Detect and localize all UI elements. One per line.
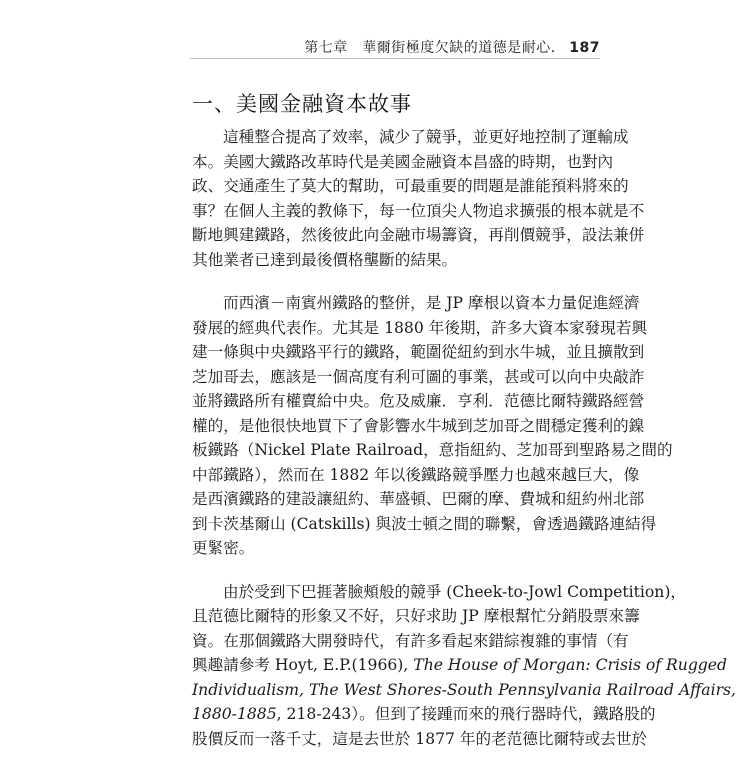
text-line: 這種整合提高了效率，減少了競爭，並更好地控制了運輸成 (223, 128, 629, 146)
text-line: 本。美國大鐵路改革時代是美國金融資本昌盛的時期，也對內 (192, 152, 614, 171)
text-line: 更緊密。 (192, 539, 255, 557)
text-line: 發展的經典代表作。尤其是 1880 年後期，許多大資本家發現若興 (192, 318, 648, 337)
page-number: 187 (569, 40, 600, 56)
text-line: Individualism, The West Shores-South Pennsylvania Railroad Affairs, (192, 680, 737, 699)
text-line: 其他業者已達到最後價格壟斷的結果。 (192, 250, 458, 269)
text-line: 資。在那個鐵路大開發時代，有許多看起來錯綜複雜的事情（有 (192, 631, 629, 650)
text-line: 是西濱鐵路的建設讓紐約、華盛頓、巴爾的摩、費城和紐約州北部 (192, 490, 645, 508)
paragraph-1 (192, 125, 645, 272)
text-line: 由於受到下巴捱著臉頰般的競爭 (Cheek-to-Jowl Competition)， (223, 582, 687, 601)
text-line: 斷地興建鐵路，然後彼此向金融市場籌資，再削價競爭，設法兼併 (192, 226, 645, 244)
book-title: The House of Morgan: Crisis of Rugged (413, 656, 727, 674)
body-text (192, 125, 737, 770)
citation-years: 1880-1885 (192, 705, 277, 723)
text-line: 事？在個人主義的教條下，每一位頂尖人物追求擴張的根本就是不 (192, 201, 645, 220)
text-line: 並將鐵路所有權賣給中央。危及威廉．亨利．范德比爾特鐵路經營 (192, 392, 645, 410)
text-line: 權的，是他很快地買下了會影響水牛城到芝加哥之間穩定獲利的鎳 (192, 416, 645, 435)
text-line: 政、交通產生了莫大的幫助，可最重要的問題是誰能預料將來的 (192, 177, 629, 195)
section-title: 一、美國金融資本故事 (192, 92, 412, 116)
text-line: 到卡茨基爾山 (Catskills) 與波士頓之間的聯繫，會透過鐵路連結得 (192, 514, 657, 533)
header-rule (190, 58, 600, 59)
text-line: 且范德比爾特的形象又不好，只好求助 JP 摩根幫忙分銷股票來籌 (192, 607, 640, 625)
text-line: 建一條與中央鐵路平行的鐵路，範圍從紐約到水牛城，並且擴散到 (192, 343, 645, 361)
chapter-title: 第七章 華爾街極度欠缺的道德是耐心 (304, 40, 551, 56)
running-head (304, 37, 600, 57)
citation-prefix: 興趣請參考 Hoyt, E.P.(1966), (192, 656, 414, 674)
text-line: 中部鐵路），然而在 1882 年以後鐵路競爭壓力也越來越巨大，像 (192, 465, 640, 484)
text-line: 板鐵路（Nickel Plate Railroad，意指紐約、芝加哥到聖路易之間的 (192, 441, 673, 459)
paragraph-2 (192, 291, 673, 561)
text-line: 股價反而一落千丈，這是去世於 1877 年的老范德比爾特或去世於 (192, 729, 648, 748)
text-line: 而西濱－南賓州鐵路的整併，是 JP 摩根以資本力量促進經濟 (223, 294, 640, 312)
text-line: 芝加哥去，應該是一個高度有利可圖的事業，甚或可以向中央敲詐 (192, 367, 645, 386)
citation-pages: , 218-243）。但到了接踵而來的飛行器時代，鐵路股的 (276, 705, 656, 723)
header-separator: ． (550, 40, 566, 56)
text-line (192, 702, 656, 727)
paragraph-3 (192, 580, 737, 752)
text-line (192, 653, 727, 678)
